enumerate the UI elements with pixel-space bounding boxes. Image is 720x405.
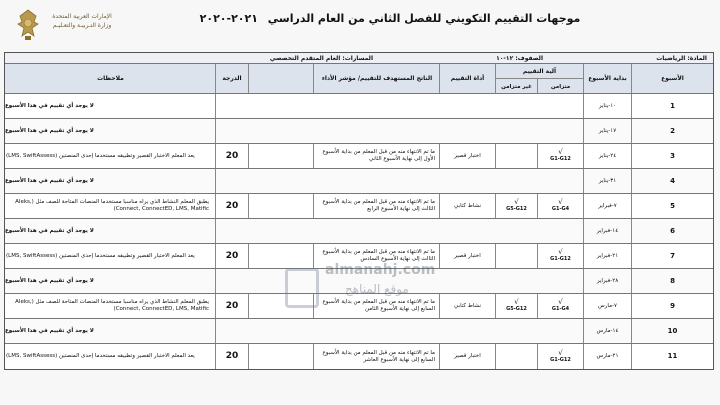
row-note: لا يوجد أي تقييم في هذا الأسبوع — [5, 228, 94, 234]
table-row — [5, 144, 713, 169]
sync-check-icon: √ — [558, 348, 563, 357]
row-note: لا يوجد أي تقييم في هذا الأسبوع — [5, 128, 94, 134]
row-indicator — [248, 294, 313, 318]
header-start: بداية الأسبوع — [583, 64, 631, 93]
nonsync-check-icon: √ — [514, 298, 519, 306]
row-tool: نشاط كتابي — [439, 294, 495, 318]
row-start-date: ٢١-مارس — [583, 344, 631, 369]
row-sync — [537, 294, 583, 318]
row-sync — [537, 194, 583, 218]
sync-check-icon: √ — [558, 198, 563, 206]
sync-grades: G1-G4 — [551, 306, 570, 312]
title-year: ٢٠٢١-٢٠٢٠ — [199, 12, 258, 25]
document-header — [0, 0, 720, 52]
table-row — [5, 244, 713, 269]
row-outcome: ما تم الانتهاء منه من قبل المعلم من بداية الأسبوع الأول إلى نهاية الأسبوع الثاني — [313, 144, 439, 168]
row-outcome: ما تم الانتهاء منه من قبل المعلم من بداية الأسبوع السابع إلى نهاية الأسبوع العاشر — [313, 344, 439, 369]
watermark-site: almanahj.com — [325, 262, 436, 278]
row-week: 7 — [631, 244, 713, 268]
subject-label: المادة: الرياضيات — [656, 55, 707, 62]
row-start-date: ١٤-فبراير — [583, 219, 631, 243]
header-sync: متزامن — [537, 79, 583, 94]
row-empty-span — [215, 269, 583, 293]
row-start-date: ٧-فبراير — [583, 194, 631, 218]
row-sync — [537, 144, 583, 168]
table-header-row — [5, 64, 713, 94]
header-indicator-spacer — [248, 64, 313, 93]
row-indicator — [248, 194, 313, 218]
sync-grades: G1-G12 — [550, 156, 571, 162]
row-empty-span — [215, 319, 583, 343]
table-row — [5, 219, 713, 244]
row-outcome: ما تم الانتهاء منه من قبل المعلم من بداية الأسبوع الثالث إلى نهاية الأسبوع السادس — [313, 244, 439, 268]
ministry-line-2: وزارة التـربيـة والتعـليـم — [52, 22, 112, 29]
row-sync — [537, 244, 583, 268]
row-indicator — [248, 144, 313, 168]
nonsync-grades: G5-G12 — [506, 306, 527, 312]
table-row — [5, 294, 713, 319]
table-row — [5, 319, 713, 344]
row-note: يطبق المعلم النشاط الذي يراه مناسبا مستخدما المنصات المتاحة للصف مثل (Aleks, Connect, ConnectED, LMS, Matific) — [15, 299, 209, 312]
row-nonsync — [495, 344, 537, 369]
row-start-date: ٢٨-فبراير — [583, 269, 631, 293]
table-meta-row — [5, 53, 713, 64]
row-week: 3 — [631, 144, 713, 168]
header-outcome: الناتج المستهدف للتقييم/ مؤشر الأداء — [313, 64, 439, 93]
row-outcome: ما تم الانتهاء منه من قبل المعلم من بداية الأسبوع السابع إلى نهاية الأسبوع الثامن — [313, 294, 439, 318]
row-note: لا يوجد أي تقييم في هذا الأسبوع — [5, 278, 94, 284]
page-title — [190, 12, 590, 25]
watermark-label: موقع المناهج — [345, 282, 409, 296]
row-outcome: ما تم الانتهاء منه من قبل المعلم من بداية الأسبوع الثالث إلى نهاية الأسبوع الرابع — [313, 194, 439, 218]
header-tool: أداة التقييم — [439, 64, 495, 93]
table-row — [5, 194, 713, 219]
row-week: 10 — [631, 319, 713, 343]
sync-grades: G1-G12 — [550, 256, 571, 262]
row-grade: 20 — [215, 194, 248, 218]
header-grade: الدرجة — [215, 64, 248, 93]
row-week: 1 — [631, 94, 713, 118]
row-tool: اختبار قصير — [439, 244, 495, 268]
row-nonsync — [495, 294, 537, 318]
row-week: 5 — [631, 194, 713, 218]
table-row — [5, 169, 713, 194]
row-tool: اختبار قصير — [439, 344, 495, 369]
row-week: 8 — [631, 269, 713, 293]
table-body — [5, 94, 713, 369]
row-nonsync — [495, 244, 537, 268]
row-note: لا يوجد أي تقييم في هذا الأسبوع — [5, 178, 94, 184]
row-start-date: ١٤-مارس — [583, 319, 631, 343]
track-label: المسارات: العام المتقدم التخصصي — [269, 55, 373, 62]
row-week: 6 — [631, 219, 713, 243]
row-week: 11 — [631, 344, 713, 369]
row-empty-span — [215, 219, 583, 243]
table-row — [5, 94, 713, 119]
row-start-date: ٢١-فبراير — [583, 244, 631, 268]
sync-grades: G1-G12 — [550, 356, 571, 363]
row-note: يعد المعلم الاختبار القصير وتطبيقه مستخدما إحدى المنصتين (LMS, SwiftAssess) — [6, 353, 195, 359]
row-start-date: ٧-مارس — [583, 294, 631, 318]
sync-check-icon: √ — [558, 148, 563, 156]
row-note: يعد المعلم الاختبار القصير وتطبيقه مستخدما إحدى المنصتين (LMS, SwiftAssess) — [6, 152, 195, 159]
table-row — [5, 119, 713, 144]
header-week: الأسبوع — [631, 64, 713, 93]
row-tool: نشاط كتابي — [439, 194, 495, 218]
row-week: 2 — [631, 119, 713, 143]
row-grade: 20 — [215, 344, 248, 369]
sync-check-icon: √ — [558, 298, 563, 306]
row-indicator — [248, 244, 313, 268]
row-start-date: ٢٤-يناير — [583, 144, 631, 168]
row-note: يطبق المعلم النشاط الذي يراه مناسبا مستخدما المنصات المتاحة للصف مثل (Aleks, Connect, ConnectED, LMS, Matific) — [15, 199, 209, 212]
nonsync-check-icon: √ — [514, 198, 519, 206]
row-week: 4 — [631, 169, 713, 193]
row-sync — [537, 344, 583, 369]
sync-grades: G1-G4 — [551, 206, 570, 212]
row-empty-span — [215, 94, 583, 118]
table-row — [5, 344, 713, 369]
ministry-line-1: الإمارات العربية المتحدة — [52, 13, 112, 20]
row-grade: 20 — [215, 244, 248, 268]
row-nonsync — [495, 194, 537, 218]
header-nonsync: غير متزامن — [495, 79, 537, 94]
row-note: لا يوجد أي تقييم في هذا الأسبوع — [5, 103, 94, 109]
row-empty-span — [215, 119, 583, 143]
ministry-name — [42, 12, 122, 30]
sync-check-icon: √ — [558, 248, 563, 256]
row-start-date: ٣١-يناير — [583, 169, 631, 193]
row-start-date: ١٠-يناير — [583, 94, 631, 118]
row-week: 9 — [631, 294, 713, 318]
row-note: يعد المعلم الاختبار القصير وتطبيقه مستخدما إحدى المنصتين (LMS, SwiftAssess) — [6, 252, 195, 259]
row-nonsync — [495, 144, 537, 168]
header-mechanism: آلية التقييم — [495, 64, 583, 79]
nonsync-grades: G5-G12 — [506, 206, 527, 212]
assessment-table — [4, 52, 714, 370]
table-row — [5, 269, 713, 294]
row-grade: 20 — [215, 144, 248, 168]
title-text: موجهات التقييم التكويني للفصل الثاني من العام الدراسي — [267, 12, 581, 25]
row-empty-span — [215, 169, 583, 193]
header-notes: ملاحظات — [97, 75, 124, 82]
row-tool: اختبار قصير — [439, 144, 495, 168]
row-note: لا يوجد أي تقييم في هذا الأسبوع — [5, 328, 94, 334]
uae-emblem-icon — [16, 8, 40, 42]
row-grade: 20 — [215, 294, 248, 318]
row-start-date: ١٧-يناير — [583, 119, 631, 143]
row-indicator — [248, 344, 313, 369]
grades-label: الصفوف: ١٢-١٠ — [496, 55, 543, 62]
